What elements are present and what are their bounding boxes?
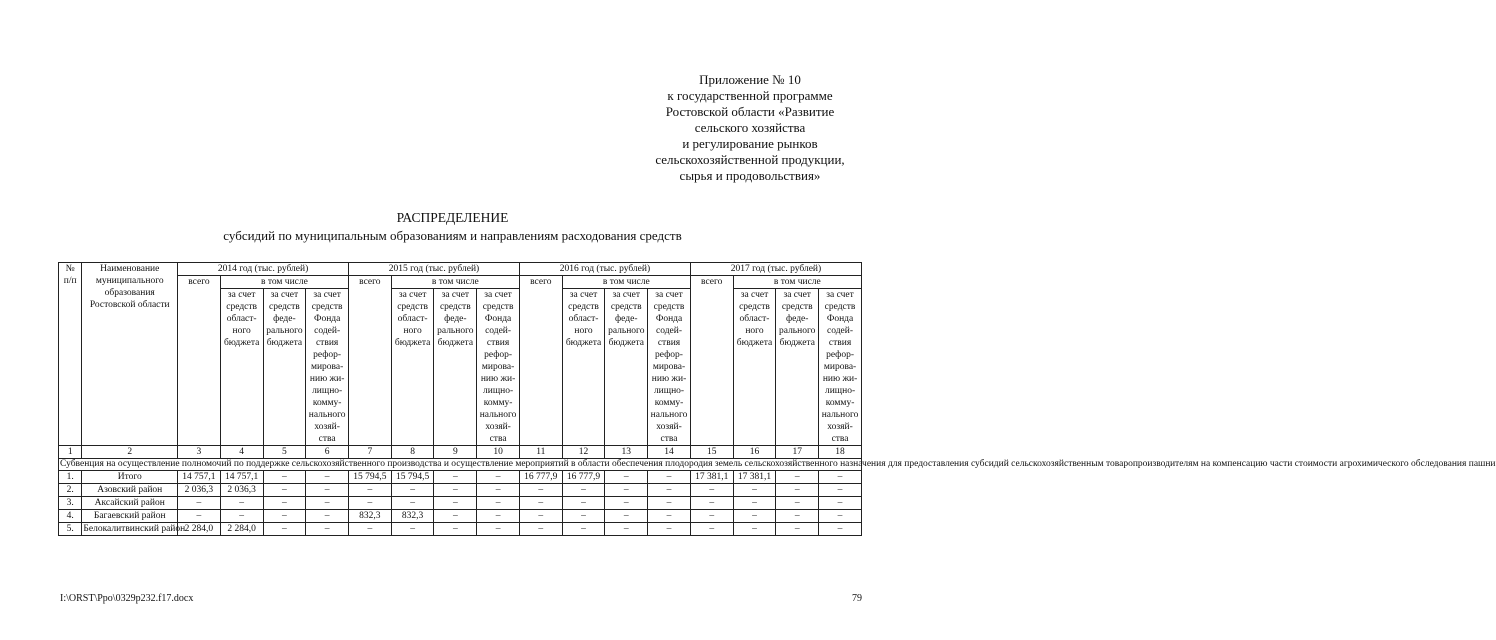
row-value: – (349, 497, 392, 510)
column-number: 11 (519, 446, 562, 459)
row-value: – (263, 484, 306, 497)
row-number: 5. (59, 523, 82, 536)
fund-line: нального (308, 410, 346, 420)
row-value: – (306, 484, 349, 497)
row-value: – (306, 497, 349, 510)
header-including: в том числе (562, 276, 690, 289)
fund-line: комму- (312, 398, 342, 408)
federal-line: за счет (612, 290, 641, 300)
row-value: 2 284,0 (220, 523, 263, 536)
row-value: – (562, 497, 605, 510)
fund-line: нию жи- (822, 374, 858, 384)
row-value: – (477, 484, 520, 497)
appendix-line: Ростовской области «Развитие (665, 104, 835, 119)
row-value: 16 777,9 (519, 471, 562, 484)
row-number: 1. (59, 471, 82, 484)
row-value: 16 777,9 (562, 471, 605, 484)
federal-line: за счет (783, 290, 811, 300)
regional-line: за счет (227, 290, 256, 300)
fund-line: Фонда (484, 314, 512, 324)
row-value: – (733, 523, 776, 536)
row-value: – (178, 497, 221, 510)
federal-line: феде- (615, 314, 638, 324)
row-value: – (562, 523, 605, 536)
row-value: – (434, 523, 477, 536)
appendix-line: сельскохозяйственной продукции, (655, 152, 845, 167)
regional-line: за счет (740, 290, 769, 300)
row-value: – (391, 497, 434, 510)
fund-line: за счет (826, 290, 854, 300)
row-value: – (690, 497, 733, 510)
appendix-line: сельского хозяйства (694, 120, 806, 135)
row-value: – (648, 484, 691, 497)
fund-line: рефор- (826, 350, 854, 360)
header-regional-budget (220, 289, 263, 446)
row-value: – (776, 523, 819, 536)
row-value: – (562, 484, 605, 497)
row-value: – (477, 523, 520, 536)
fund-line: лищно- (312, 386, 343, 396)
row-value: 2 036,3 (220, 484, 263, 497)
row-value: – (733, 497, 776, 510)
row-value: – (306, 523, 349, 536)
regional-line: за счет (569, 290, 598, 300)
row-municipality: Итого (82, 471, 178, 484)
fund-line: хозяй- (656, 422, 682, 432)
distribution-table (58, 262, 1496, 536)
fund-line: ства (660, 434, 678, 444)
fund-line: хозяй- (314, 422, 340, 432)
regional-line: ного (403, 326, 422, 336)
header-including: в том числе (220, 276, 348, 289)
column-number: 9 (434, 446, 477, 459)
row-value: – (648, 523, 691, 536)
row-value: – (776, 484, 819, 497)
fund-line: ствия (828, 338, 852, 348)
federal-line: бюджета (608, 338, 644, 348)
fund-line: за счет (313, 290, 341, 300)
row-value: – (776, 497, 819, 510)
row-value: 832,3 (349, 510, 392, 523)
header-name-line: Ростовской области (89, 300, 170, 310)
appendix-block (600, 72, 900, 184)
row-value: – (220, 497, 263, 510)
row-value: – (605, 484, 648, 497)
federal-line: средств (610, 302, 642, 312)
fund-line: хозяй- (485, 422, 511, 432)
column-number: 4 (220, 446, 263, 459)
row-value: – (776, 510, 819, 523)
row-value: – (605, 510, 648, 523)
header-federal-budget (263, 289, 306, 446)
federal-line: бюджета (779, 338, 815, 348)
fund-line: рефор- (313, 350, 342, 360)
fund-line: хозяй- (827, 422, 853, 432)
header-including: в том числе (391, 276, 519, 289)
header-federal-budget (434, 289, 477, 446)
regional-line: ного (574, 326, 593, 336)
table-row (59, 510, 862, 523)
row-value: – (819, 484, 862, 497)
column-number: 17 (776, 446, 819, 459)
column-number: 12 (562, 446, 605, 459)
fund-line: ствия (657, 338, 681, 348)
appendix-line: к государственной программе (667, 88, 833, 103)
row-value: – (519, 523, 562, 536)
fund-line: содей- (827, 326, 854, 336)
fund-line: мирова- (481, 362, 515, 372)
row-number: 3. (59, 497, 82, 510)
federal-line: средств (269, 302, 300, 312)
header-no (59, 263, 82, 446)
regional-line: бюджета (565, 338, 602, 348)
fund-line: нального (479, 410, 517, 420)
file-path: I:\ORST\Ppo\0329p232.f17.docx (60, 593, 194, 604)
document-subtitle: субсидий по муниципальным образованиям и направлениям расходования средств (223, 228, 682, 243)
fund-line: средств (482, 302, 514, 312)
federal-line: средств (781, 302, 813, 312)
header-federal-budget (605, 289, 648, 446)
fund-line: ствия (315, 338, 339, 348)
fund-line: ства (831, 434, 849, 444)
regional-line: средств (739, 302, 770, 312)
federal-line: бюджета (437, 338, 474, 348)
table-row (59, 497, 862, 510)
row-municipality: Багаевский район (82, 510, 178, 523)
regional-line: област- (397, 314, 428, 324)
fund-line: мирова- (310, 362, 344, 372)
row-value: – (605, 523, 648, 536)
fund-line: за счет (655, 290, 683, 300)
fund-line: содей- (485, 326, 512, 336)
row-value: – (349, 484, 392, 497)
regional-line: област- (226, 314, 257, 324)
header-name-line: муниципального (95, 276, 164, 286)
federal-line: средств (439, 302, 471, 312)
row-value: – (434, 497, 477, 510)
fund-line: мирова- (652, 362, 686, 372)
row-value: – (690, 510, 733, 523)
federal-line: за счет (441, 290, 470, 300)
appendix-line: и регулирование рынков (682, 136, 818, 151)
header-including: в том числе (733, 276, 861, 289)
federal-line: рального (437, 326, 474, 336)
fund-line: комму- (654, 398, 684, 408)
federal-line: рального (608, 326, 645, 336)
header-total: всего (690, 276, 733, 446)
row-value: – (391, 523, 434, 536)
fund-line: нального (650, 410, 688, 420)
regional-line: област- (568, 314, 599, 324)
row-value: – (263, 497, 306, 510)
row-value: – (178, 510, 221, 523)
row-value: – (605, 471, 648, 484)
row-value: 17 381,1 (690, 471, 733, 484)
fund-line: рефор- (655, 350, 683, 360)
fund-line: рефор- (484, 350, 513, 360)
section-title: Субвенция на осуществление полномочий по поддержке сельскохозяйственного производства и осуществление мероприятий в области обеспечения плодородия земель сельскохозяйственного назначения для предоставления субсидий сельскохозяйственным товаропроизводителям на компенсацию части стоимости агрохимического обследования пашни (60, 459, 1496, 469)
fund-line: ствия (486, 338, 510, 348)
header-year: 2017 год (тыс. рублей) (690, 263, 861, 276)
header-name (82, 263, 178, 446)
federal-line: за счет (270, 290, 299, 300)
table-row (59, 523, 862, 536)
column-number: 18 (819, 446, 862, 459)
row-municipality: Белокалитвинский район (83, 524, 186, 534)
federal-line: рального (266, 326, 303, 336)
row-value: – (776, 471, 819, 484)
column-number: 1 (59, 446, 82, 459)
row-value: – (519, 510, 562, 523)
column-number: 7 (349, 446, 392, 459)
fund-line: лищно- (483, 386, 514, 396)
column-number: 6 (306, 446, 349, 459)
regional-line: бюджета (394, 338, 431, 348)
header-total: всего (519, 276, 562, 446)
row-municipality: Азовский район (82, 484, 178, 497)
column-number: 10 (477, 446, 520, 459)
header-total: всего (349, 276, 392, 446)
fund-line: средств (311, 302, 343, 312)
column-number: 14 (648, 446, 691, 459)
row-value: – (477, 471, 520, 484)
fund-line: содей- (656, 326, 682, 336)
row-value: – (733, 510, 776, 523)
fund-line: мирова- (823, 362, 857, 372)
fund-line: нию жи- (651, 374, 687, 384)
fund-line: нию жи- (480, 374, 516, 384)
header-total: всего (178, 276, 221, 446)
header-housing-fund (819, 289, 862, 446)
page-number: 79 (852, 593, 862, 604)
row-value: – (263, 510, 306, 523)
federal-line: феде- (444, 314, 467, 324)
header-year: 2014 год (тыс. рублей) (178, 263, 349, 276)
row-value: – (819, 510, 862, 523)
row-value: – (605, 497, 648, 510)
header-no-line: № (65, 264, 75, 274)
fund-line: ства (489, 434, 507, 444)
fund-line: Фонда (655, 314, 683, 324)
regional-line: ного (232, 326, 251, 336)
fund-line: нального (821, 410, 859, 420)
regional-line: средств (568, 302, 599, 312)
row-value: – (819, 523, 862, 536)
row-value: – (306, 471, 349, 484)
fund-line: Фонда (313, 314, 341, 324)
header-housing-fund (306, 289, 349, 446)
regional-line: ного (745, 326, 764, 336)
fund-line: лищно- (824, 386, 856, 396)
row-value: – (263, 471, 306, 484)
row-value: 14 757,1 (178, 471, 221, 484)
document-title: РАСПРЕДЕЛЕНИЕ (396, 210, 509, 225)
row-value: – (477, 497, 520, 510)
header-housing-fund (477, 289, 520, 446)
fund-line: ства (318, 434, 336, 444)
row-value: – (306, 510, 349, 523)
row-value: – (263, 523, 306, 536)
row-value: – (690, 484, 733, 497)
header-no-line: п/п (63, 276, 77, 286)
regional-line: бюджета (223, 338, 260, 348)
federal-line: рального (779, 326, 816, 336)
fund-line: нию жи- (309, 374, 345, 384)
regional-line: средств (397, 302, 428, 312)
row-value: 832,3 (391, 510, 434, 523)
fund-line: лищно- (653, 386, 685, 396)
row-value: 17 381,1 (733, 471, 776, 484)
regional-line: средств (226, 302, 258, 312)
table-row (59, 484, 862, 497)
appendix-line: сырья и продовольствия» (679, 168, 821, 183)
row-value: – (819, 497, 862, 510)
row-value: – (562, 510, 605, 523)
row-value: – (648, 497, 691, 510)
row-value: – (819, 471, 862, 484)
header-regional-budget (733, 289, 776, 446)
federal-line: феде- (785, 314, 809, 324)
header-housing-fund (648, 289, 691, 446)
header-federal-budget (776, 289, 819, 446)
row-value: 2 284,0 (178, 523, 221, 536)
row-value: 15 794,5 (391, 471, 434, 484)
row-value: – (434, 484, 477, 497)
header-year: 2015 год (тыс. рублей) (349, 263, 520, 276)
row-value: – (434, 510, 477, 523)
table-row (59, 471, 862, 484)
regional-line: област- (739, 314, 770, 324)
header-name-line: Наименование (100, 264, 160, 274)
regional-line: за счет (398, 290, 427, 300)
header-regional-budget (391, 289, 434, 446)
row-value: – (519, 497, 562, 510)
row-value: 2 036,3 (178, 484, 221, 497)
federal-line: бюджета (266, 338, 303, 348)
column-number: 2 (82, 446, 178, 459)
column-number: 8 (391, 446, 434, 459)
header-regional-budget (562, 289, 605, 446)
column-number: 16 (733, 446, 776, 459)
fund-line: Фонда (826, 314, 854, 324)
row-value: – (477, 510, 520, 523)
row-value: 15 794,5 (349, 471, 392, 484)
fund-line: средств (653, 302, 685, 312)
header-name-line: образования (104, 288, 155, 298)
row-value: – (391, 484, 434, 497)
row-value: – (434, 471, 477, 484)
fund-line: средств (824, 302, 856, 312)
row-number: 2. (59, 484, 82, 497)
row-value: 14 757,1 (220, 471, 263, 484)
row-value: – (690, 523, 733, 536)
column-number: 15 (690, 446, 733, 459)
fund-line: содей- (314, 326, 341, 336)
fund-line: комму- (825, 398, 855, 408)
federal-line: феде- (273, 314, 296, 324)
column-number: 13 (605, 446, 648, 459)
row-value: – (648, 510, 691, 523)
fund-line: комму- (483, 398, 513, 408)
header-year: 2016 год (тыс. рублей) (519, 263, 690, 276)
row-value: – (349, 523, 392, 536)
regional-line: бюджета (736, 338, 773, 348)
row-value: – (733, 484, 776, 497)
column-number: 5 (263, 446, 306, 459)
row-municipality: Аксайский район (82, 497, 178, 510)
appendix-line: Приложение № 10 (699, 72, 801, 87)
row-value: – (648, 471, 691, 484)
fund-line: за счет (484, 290, 512, 300)
row-number: 4. (59, 510, 82, 523)
column-number: 3 (178, 446, 221, 459)
row-value: – (220, 510, 263, 523)
row-value: – (519, 484, 562, 497)
